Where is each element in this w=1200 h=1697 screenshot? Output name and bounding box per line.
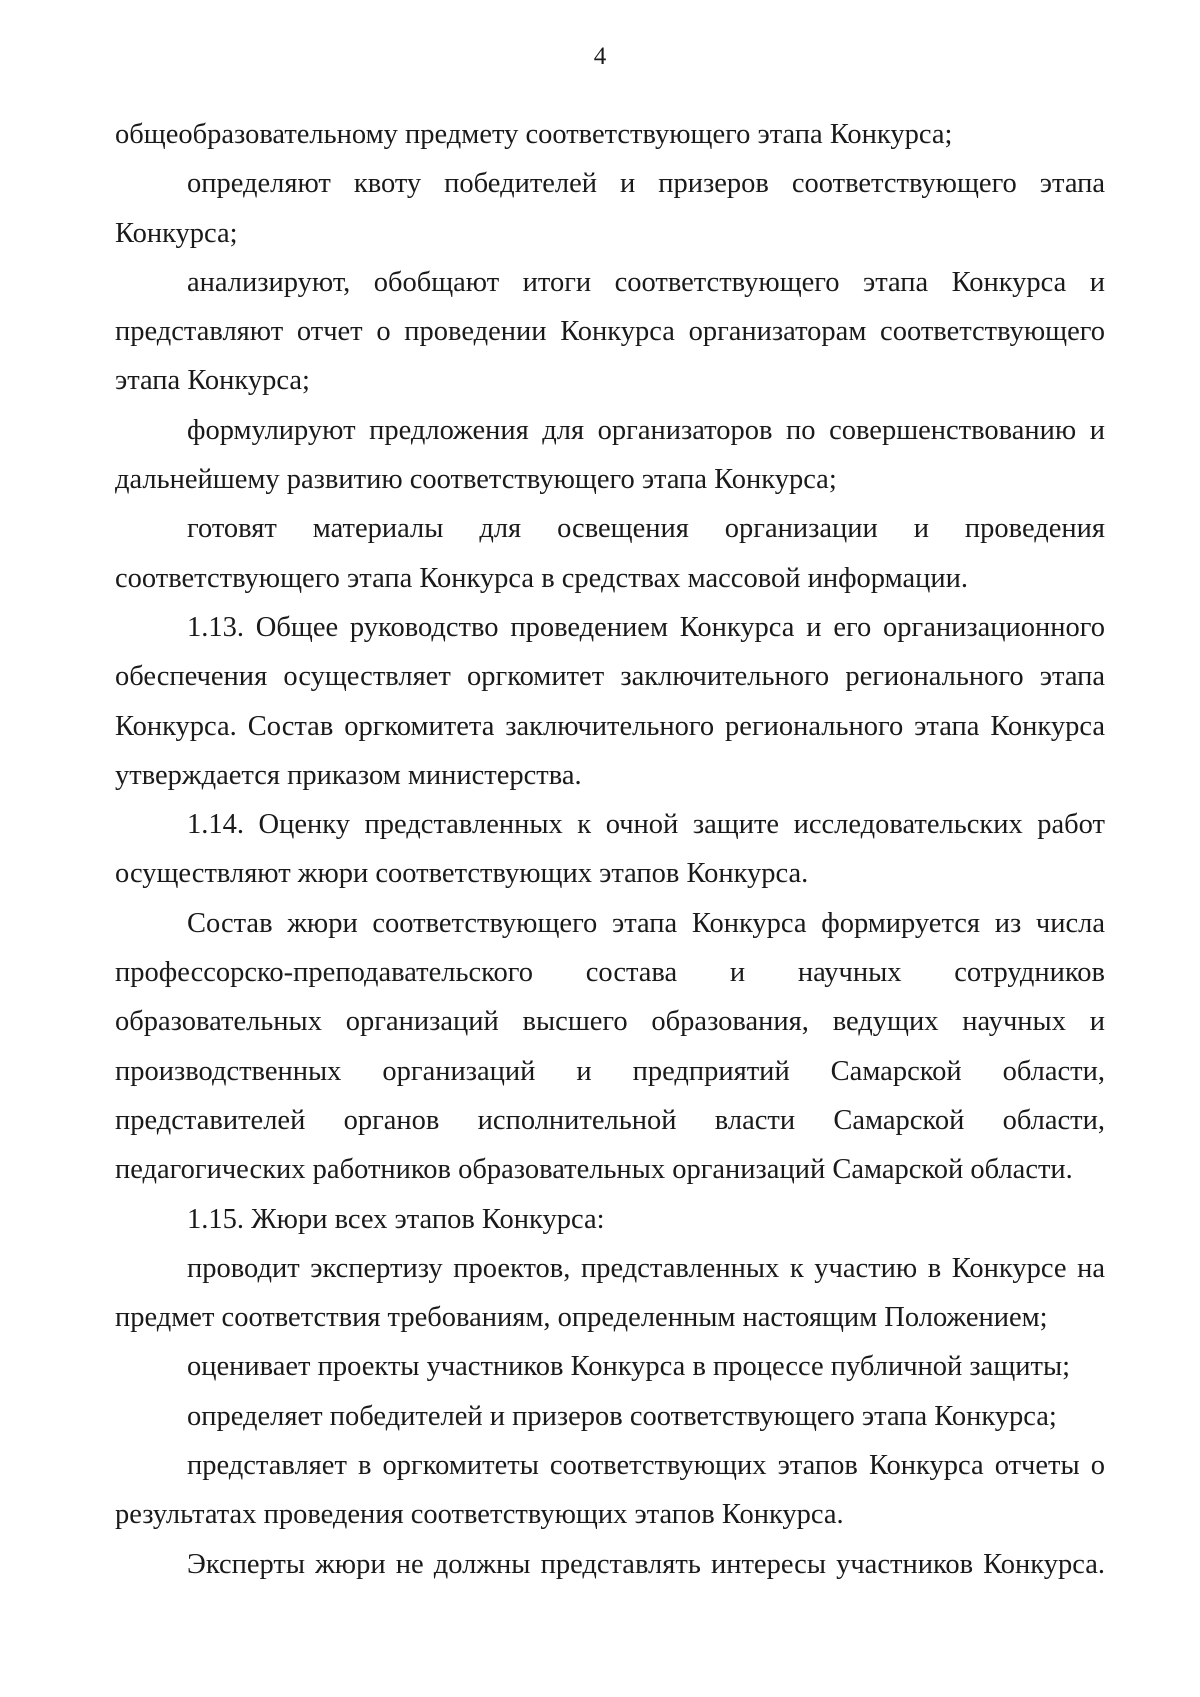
paragraph-winners: определяет победителей и призеров соответствующего этапа Конкурса; [187, 1400, 1057, 1432]
paragraph-media: готовят материалы для освещения организации и проведения соответствующего этапа Конкурса в средствах массовой информации. [115, 513, 1105, 594]
paragraph-1-13: 1.13. Общее руководство проведением Конкурса и его организационного обеспечения осуществляет оргкомитет заключительного регионального этапа Конкурса. Состав оргкомитета заключительного регионального этапа Конкурса утверждается приказом министерства. [115, 611, 1105, 791]
paragraph-analysis: анализируют, обобщают итоги соответствующего этапа Конкурса и представляют отчет о проведении Конкурса организаторам соответствующего этапа Конкурса; [115, 266, 1105, 397]
document-body [115, 110, 1105, 1589]
paragraph-evaluation: оценивает проекты участников Конкурса в процессе публичной защиты; [187, 1351, 1071, 1383]
page-number: 4 [593, 43, 607, 70]
paragraph-expertise: проводит экспертизу проектов, представленных к участию в Конкурсе на предмет соответствия требованиям, определенным настоящим Положением; [115, 1252, 1105, 1334]
paragraph-continuation: общеобразовательному предмету соответствующего этапа Конкурса; [115, 119, 953, 150]
paragraph-quota: определяют квоту победителей и призеров соответствующего этапа Конкурса; [115, 168, 1105, 249]
paragraph-reports: представляет в оргкомитеты соответствующих этапов Конкурса отчеты о результатах проведения соответствующих этапов Конкурса. [115, 1450, 1105, 1531]
paragraph-proposals: формулируют предложения для организаторов по совершенствованию и дальнейшему развитию соответствующего этапа Конкурса; [115, 414, 1105, 496]
paragraph-1-14: 1.14. Оценку представленных к очной защите исследовательских работ осуществляют жюри соответствующих этапов Конкурса. [115, 809, 1105, 890]
paragraph-experts: Эксперты жюри не должны представлять интересы участников Конкурса. [187, 1548, 1105, 1580]
paragraph-1-15: 1.15. Жюри всех этапов Конкурса: [187, 1203, 605, 1235]
paragraph-jury-composition: Состав жюри соответствующего этапа Конкурса формируется из числа профессорско-преподавательского состава и научных сотрудников образовательных организаций высшего образования, ведущих научных и производственных организаций и предприятий Самарской области, представителей органов исполнительной власти Самарской области, педагогических работников образовательных организаций Самарской области. [115, 907, 1105, 1186]
